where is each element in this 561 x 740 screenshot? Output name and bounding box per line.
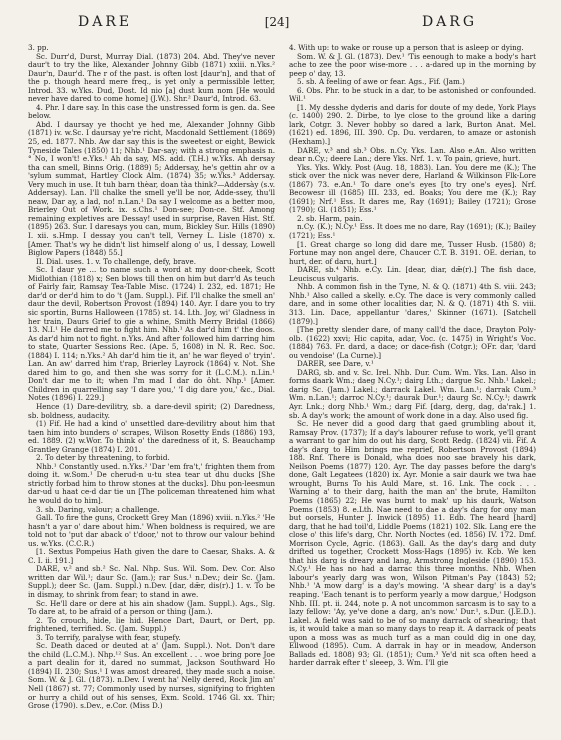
dictionary-paragraph: Sc. I daur ye ... to name such a word at my door-cheek, Scott Midlothian (1818) x; Sen blows till then on him but darr'd As teuch of Fairly fair, Ramsay Tea-Table Misc. (1724) I. 232, ed. 1871; He dar'd or der'd him to do 't (Jam. Suppl.). Fif. I'll chalke the smell an' daur the devil, Robertson Provost (1894) 140. Ayr. I dare you to try sic sportin, Burns Halloween (1785) st. 14. Lth. Joy, wi' Gladness in her train, Daurs Grief to gie a whine, Smith Merry Bridal (1866) 13. N.I.¹ He darred me to fight him. Nhb.¹ As dar'd him t' the doos. As dar'd him not to fight. n.Yks. And after followed him darring him to state, Quarter Sessions Rec. (Ape. 5, 1608) in N. R. Rec. Soc. (1884) I. 114; n.Yks.² Ah dar'd him tie it, an' he war fleyed o' tryin'. Lan. An aw' darred him t'rap, Brierley Layrock (1864) v. Not. She dared him to go, and then she was sorry for it (L.C.M.). n.Lin.¹ Don't dar me to it; when I'm mad I dar do ôht. Nhp.¹ [Amer. Children in quarrelling say 'I dare you,' 'I dig dare you,' &c., Dial. Notes (1896) I. 229.] [28, 265, 276, 403]
dictionary-paragraph: 2. To deter by threatening, to forbid. [36, 453, 170, 463]
dictionary-paragraph: DARE, sb.⁴ Nhb. e.Cy. Lin. [dear, diar, dǣ(r).] The fish dace, Leuciscus vulgaris. [289, 265, 536, 283]
dictionary-paragraph: 4. With up: to wake or rouse up a person that is asleep or dying. [289, 43, 524, 52]
right-column [289, 44, 536, 711]
dictionary-paragraph: [1. My desshe dyderis and daris for doute of my dede, York Plays (c. 1400) 290. 2. Dirbe, to lye close to the ground like a daring lark, Cotgr. 3. Never hobby so dared a lark, Burton Anat. Mel. (1621) ed. 1896, III. 390. Cp. Du. verdaren, to amaze or astonish (Hexham).] [289, 102, 536, 147]
dictionary-paragraph: Nhb.¹ Constantly used. n.Yks.² 'Dar 'em fra't,' frighten them from doing it. w.Som.¹ De cherud-n u-tu stea tear ut dhu ducks [She strictly forbad him to throw stones at the ducks]. Dhu pon-leesmun dar-ud u haat ce-d dar tie un [The policeman threatened him what he would do to him]. [28, 461, 275, 505]
dictionary-paragraph: 6. Obs. Phr. to be stuck in a dar, to be astonished or confounded. Wil.¹ [289, 85, 536, 104]
dictionary-paragraph: 4. Phr. I dare say. In this case the unstressed form is gen. da. See below. [28, 102, 275, 121]
dictionary-paragraph: Som. W. & J. Gl. (1873). Dev.¹ 'Tis eenough to make a body's hart ache to zee the poor wise-more . . . a-dared up in the morning by peep o' day, 13. [289, 51, 536, 78]
dictionary-paragraph: II. Dial. uses. 1. v. To challenge, defy, brave. [36, 256, 197, 266]
two-column-body [28, 44, 537, 711]
dictionary-paragraph: Gall. To fire the guns, Crockett Grey Man (1896) xviii. n.Yks.² 'He hasn't a yar o' dare about him.' When boldness is required, we are told not to 'put dar aback o' t'door,' not to throw our valour behind us. w.Yks. (C.C.R.) [28, 513, 275, 548]
dictionary-paragraph: (1) Fif. He had a kind o' unsettled dare-devilitry about him that taen him into bunders o' scrapes, Wilson Rosetty Ends (1886) 193, ed. 1889. (2) w.Wor. To think o' the daredness of it, S. Beauchamp Grantley Grange (1874) I. 201. [28, 419, 275, 454]
dictionary-paragraph: 3. sb. Daring, valour; a challenge. [36, 504, 160, 514]
dictionary-paragraph: n.Cy. (K.); N.Cy.¹ Ess. It does me no dare, Ray (1691); (K.); Bailey (1721); Ess.¹ [289, 222, 536, 241]
dictionary-paragraph: [1. Great charge so long did dare me, Tusser Husb. (1580) 8; Fortune may non angel dere, Chaucer C.T. B. 3191. OE. derian, to hurt, der. of daru, hurt.] [289, 239, 536, 266]
dictionary-paragraph: 2. To crouch, hide, lie hid. Hence Dart, Daurt, or Dert, pp. frightened, terrified. Sc. (Jam. Suppl.) [28, 615, 275, 634]
dictionary-paragraph: Yks. Yks. Wkly. Post (Aug. 18, 1883). Lan. You dere me (K.); The stick over the nick was never dere, Harland & Wilkinson Flk-Lore (1867) 73. e.An.¹ To dare one's eyes [to try one's eyes]. Nrf. Becowesr ill (1685) III. 233, ed. Boaks; You dere me (K.); Ray (1691); Nrf.¹ Ess. It dares me, Ray (1691); Bailey (1721); Grose (1790); Gl. (1851); Ess.¹ [289, 162, 536, 215]
dictionary-paragraph: Sc. He'll dare or dere at his ain shadow (Jam. Suppl.). Ags., Slg. To dare at, to be afraid of a person or thing (Jam.). [28, 598, 275, 617]
header-left-word: DARE [78, 14, 133, 30]
dictionary-paragraph: DARER, see Dare, v.¹ [297, 359, 374, 369]
dictionary-paragraph: DARE, v.² and sb.² Sc. Nal. Nhp. Sus. Wil. Som. Dev. Cor. Also written dar Wil.¹; daur Sc. (Jam.); rar Sus.¹ n.Dev.; deir Sc. (Jam. Suppl.); deer Sc. (Jam. Suppl.) n.Dev. [dar, dǣr, dis(r).] 1. v. To be in dismay, to shrink from fear; to stand in awe. [28, 564, 275, 599]
left-column [28, 44, 275, 711]
dictionary-paragraph: 3. pp. [28, 43, 49, 52]
dictionary-paragraph: Sc. He never did a good darg that gaed grumbling about it, Ramsay Prov. (1737); If a day's labourer refuse to work, ye'll grant a warrant to gar him do out his darg, Scott Redg. (1824) vii. Fif. A day's darg to Him brings me reprief, Robertson Provost (1894) 188. Rnf. There is Donald, wha does noo sae bravely his dark, Neilson Poems (1877) 120. Ayr. The day passes before the darg's done, Galt Legatees (1820) ix. Ayr. Monie a sair daurk we twa hae wrought, Burns To his Auld Mare, st. 16. Lnk. The cock . . . Warning a' to their darg, haith the man an' the brute, Hamilton Poems (1865) 22; He was burnt to mak' up his daurk, Watson Poems (1853) 8. e.Lth. Nae need to dae a day's darg for ony man but oorsels, Hunter J. Inwick (1895) 11. Edb. The heard [hard] darg, that he had toil'd, Liddle Poems (1821) 102. Slk. Lang ere the close o' this life's darg, Chr. North Noctes (ed. 1856) IV. 172. Dmf. Morrison Cycle, Agric. (1863). Gall. As the day's darg and duty drifted us together, Crockett Moss-Hags (1895) iv. Kcb. We ken that his darg is dreary and lang, Armstrong Ingleside (1890) 153. N.Cy.¹ He has no had a darrac this three months. Nhb. When labour's yearly darg was won, Wilson Pitman's Pay (1843) 52; Nhb.¹ 'A mow darg' is a day's mowing. 'A shear darg' is a day's reaping. 'Each tenant is to perform yearly a mow dargue,' Hodgson Nhb. III. pt. ii. 244, note p. A not uncommon sarcasm is to say to a lazy fellow: 'Ay, ye've done a darg, an's now.' Dur.¹, s.Dur. (J.E.D.). Lakel. A field was said to be of so many darrack of shearing; that is, it would take a man so many days to reap it. A darrack of peats upon a moss was as much turf as a man could dig in one day, Ellwood (1895). Cum. A darrak in hay or in meadow, Anderson Ballads ed. 1808) 93; Gl. (1851); Cum.³ Ye'd nit sca often heed a harder darrak efter t' sleeep, 3. Wm. I'll gie [289, 419, 536, 668]
dictionary-paragraph: [The pretty slender dare, of many call'd the dace, Drayton Poly-olb. (1622) xxvi; Hic capita, adar, Voc. (c. 1475) in Wright's Voc. (1884) 763. Fr. dard, a dace; or dace-fish (Cotgr.); OFr. dar, 'dard ou vendoise' (La Curne).] [289, 325, 536, 360]
dictionary-paragraph: Nhb. A common fish in the Tyne, N. & Q. (1871) 4th S. viii. 243; Nhb.¹ Also called a skelly. e.Cy. The dace is very commonly called dare, and in some other localities dar, N. & Q. (1871) 4th S. viii. 313. Lin. Dace, appellantur 'dares,' Skinner (1671). [Satchell (1879).] [289, 282, 536, 326]
dictionary-paragraph: 2. sb. Harm, pain. [297, 213, 363, 223]
header-right-word: DARG [421, 14, 477, 30]
dictionary-paragraph: DARE, v.³ and sb.³ Obs. n.Cy. Yks. Lan. Also e.An. Also written dear n.Cy.; deere Lan.; dere Yks. Nrf. 1. v. To pain, grieve, hurt. [289, 145, 536, 164]
dictionary-paragraph: Sc. Death daced or deuted at a' (Jam. Suppl.). Not. Don't dare the child (L.C.M.). Nhp.¹² Sus. An excellent . . . woe bring pore Joe a part dealin for it, dared no summat, Jackson Southward Ho (1894) II. 230; Sus.¹ I was amost dreared, they made such a noise. Som. W. & J. Gl. (1873). n.Dev. I went ha' Nelly dered, Rock Jim an' Nell (1867) st. 77; Commonly used by nurses, signifying to frighten or hurry a child out of his senses, Exm. Scold. 1746 Gl. xx. Thir; Grose (1790). s.Dev., e.Cor. (Miss D.) [28, 641, 275, 711]
dictionary-paragraph: 3. To terrify, paralyse with fear, stupefy. [36, 632, 181, 642]
dictionary-paragraph: Hence (1) Dare-devilitry, sb. a dare-devil spirit; (2) Daredness, sb. boldness, audacity. [28, 401, 275, 420]
dictionary-paragraph: [1. Sextus Pompeius Hath given the dare to Caesar, Shaks. A. & C. I. ii. 191.] [28, 547, 275, 565]
dictionary-paragraph: 5. sb. A feeling of awe or fear. Ags., Fif. (Jam.) [297, 77, 465, 87]
page-header [28, 14, 537, 38]
dictionary-paragraph: Abd. I daursay ye thocht ye hed me, Alexander Johnny Gibb (1871) iv. w.Sc. I daursay ye're richt, Macdonald Settlement (1869) 25, ed. 1877. Nhb. Aw dar say this is the sweetest or eight, Bewick Tyneside Tales (1850) 11; Nhb.¹ Dar-say; with a strong emphasis n.° No, I won't! e.Yks.¹ Ah da say, MS. add. (T.H.) w.Yks. Ah dersay tha can smell, Binns Orig. (1889) 5; Addersay, he's gettin ahr ov a 'sylum summat, Hartley Clock Alm. (1874) 35; w.Yks.³ Addersay. Very much in use. It tuh barn thèar, doan tàa think?—Addersày (s.v. Addersay). Lan. I'll chalke the smell ye'll be nor, Adde-ssey, thu'll neaw, Dar ay, a lad, no! n.Lan.¹ Da say I welcome as a better moo, Brierley Out of Work. ix. s.Chs.¹ Don-see; Don-ce. Stf. Among remaining expletives are Dessay! used in surprise, Raven Hist. Stf. (1895) 263. Sur. I daresays you can, mum, Bickley Sur. Hills (1890) I. xii. s.Hmp. I dessay you can't tell, Verney L. Lisle (1870) x. [Amer. That's wy he didn't list himself along o' us, I dessay, Lowell Biglow Papers (1848) 55.] [28, 119, 275, 258]
page-number: [24] [264, 15, 290, 29]
dictionary-paragraph: DARG, sb. and v. Sc. Irel. Nhb. Dur. Cum. Wm. Yks. Lan. Also in forms daark Wm.; daeg N.Cy.¹; dairg Lth.; dargue Sc. Nhb.¹ Lakel.; darig Sc. (Jam.) Lakel.; darrack Lakel. Wm. Lan.¹; darrak Cum.³ Wm. n.Lan.¹; darroc N.Cy.¹; daurak Dur.¹; daurg Sc. N.Cy.¹; dawrk Ayr. Lnk.; dorg Nhb.¹ Wm.; darg Fif. [darg, derg, dag, da'rak.] 1. sb. A day's work; the amount of work done in a day. Also used fig. [289, 367, 536, 420]
dictionary-paragraph: Sc. Durr'd, Durst, Murray Dial. (1873) 204. Abd. They've never daur't to try the like, Alexander Johnny Gibb (1871) xxiii. n.Yks.² Daur'n, Daur'd. The r of the past. is often lost [daur'n], and that of the p. though heard mere freq., is yet only a permissible letter, Introd. 33. w.Yks. Dud, Dost. Id nio [a] dust kum nom [He would never have dared to come home] (J.W.). Shr.² Daur'd, Introd. 63. [28, 51, 275, 104]
